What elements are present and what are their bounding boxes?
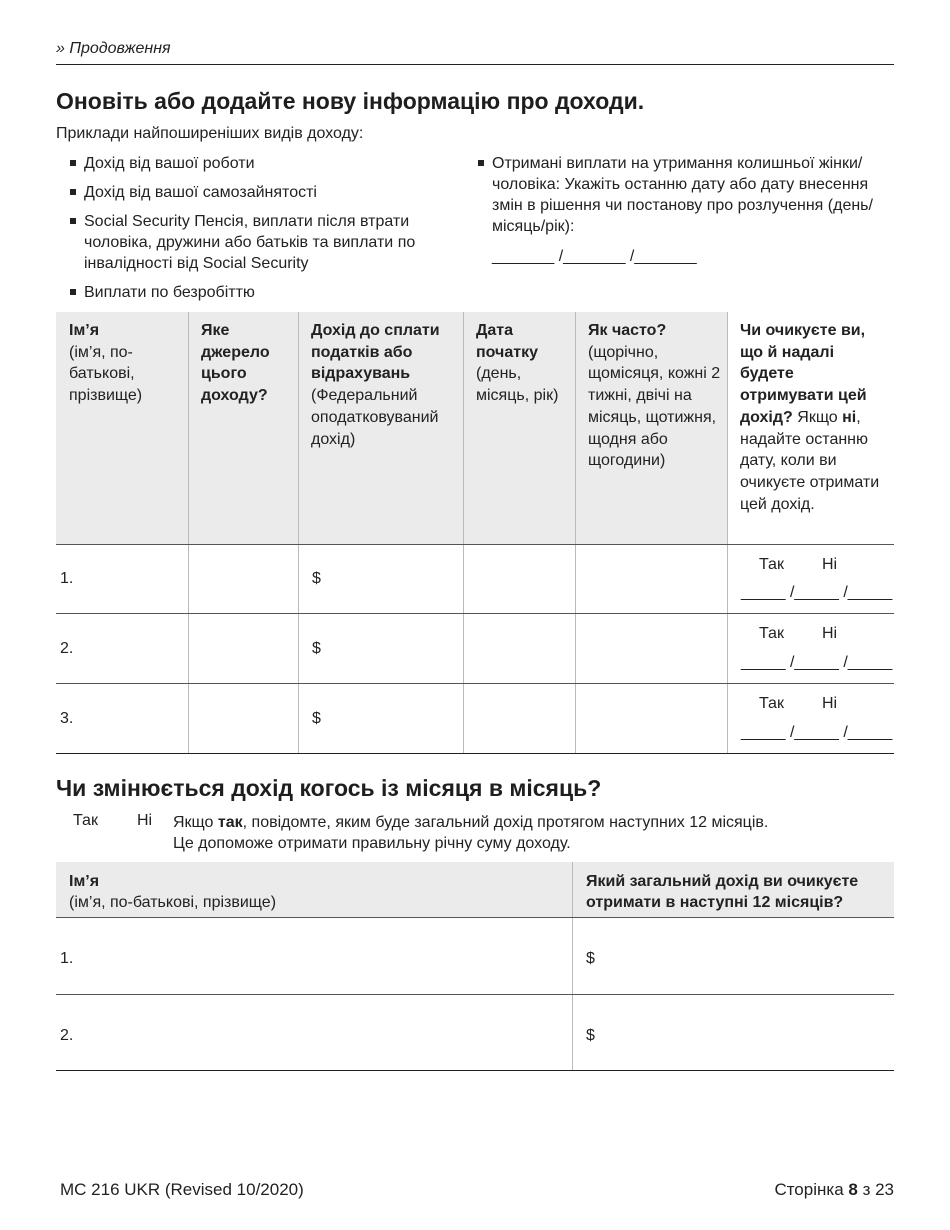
bullet-square-icon [70, 289, 76, 295]
column-divider [298, 312, 299, 753]
row-divider [56, 994, 894, 995]
no-option[interactable]: Ні [822, 556, 838, 573]
column-divider [188, 312, 189, 753]
last-date-field[interactable]: _____ /_____ /_____ [741, 724, 893, 741]
row-number: 2. [60, 640, 74, 657]
table-bottom-rule [56, 1070, 894, 1071]
form-id: MC 216 UKR (Revised 10/2020) [60, 1180, 304, 1199]
list-item: Дохід від вашої самозайнятості [70, 182, 470, 203]
income-examples-intro: Приклади найпоширеніших видів доходу: [56, 125, 364, 142]
annual-header-expected-income: Який загальний дохід ви очикуєте отримати в наступні 12 місяців? [586, 873, 859, 911]
continued-label: » Продовження [56, 40, 171, 57]
header-start-date: Дата початку (день, місяць, рік) [476, 322, 559, 405]
row-number: 1. [60, 950, 74, 967]
row-divider [56, 917, 894, 918]
currency-symbol: $ [312, 640, 321, 657]
list-item: Social Security Пенсія, виплати після втрати чоловіка, дружини або батьків та виплати по інвалідності від Social Security [70, 211, 470, 274]
header-name: Ім’я (ім’я, по-батькові, прізвище) [69, 322, 143, 405]
column-divider [463, 312, 464, 753]
column-divider [727, 312, 728, 753]
bullet-square-icon [70, 160, 76, 166]
changes-note: Якщо так, повідомте, яким буде загальний дохід протягом наступних 12 місяців. Це допоможе отримати правильну річну суму доходу. [173, 814, 769, 852]
last-date-field[interactable]: _____ /_____ /_____ [741, 654, 893, 671]
currency-symbol: $ [586, 950, 595, 967]
row-divider [56, 683, 894, 684]
row-divider [56, 544, 894, 545]
header-frequency: Як часто? (щорічно, щомісяця, кожні 2 тижні, двічі на місяць, щотижня, щодня або щогодини) [588, 322, 721, 470]
row-number: 2. [60, 1027, 74, 1044]
income-examples-list-left [70, 153, 470, 311]
currency-symbol: $ [312, 710, 321, 727]
bullet-square-icon [478, 160, 484, 166]
list-item: Дохід від вашої роботи [70, 153, 470, 174]
yes-option[interactable]: Так [759, 556, 784, 573]
changes-yes-option[interactable]: Так [73, 812, 98, 829]
section-title-income-changes: Чи змінюється дохід когось із місяця в місяць? [56, 775, 602, 801]
no-option[interactable]: Ні [822, 695, 838, 712]
column-divider [572, 862, 573, 1070]
list-item: Отримані виплати на утримання колишньої жінки/чоловіка: Укажіть останню дату або дату внесення змін в рішення чи постанову про розлучення (день/місяць/рік): [478, 153, 878, 237]
table-bottom-rule [56, 753, 894, 754]
no-option[interactable]: Ні [822, 625, 838, 642]
page-number: Сторінка 8 з 23 [774, 1180, 894, 1199]
header-continue-income: Чи очикуєте ви, що й надалі будете отримувати цей дохід? Якщо ні, надайте останню дату, коли ви очикуєте отримати цей дохід. [740, 322, 880, 513]
column-divider [575, 312, 576, 753]
alimony-date-field[interactable]: _______ /_______ /_______ [492, 248, 697, 265]
bullet-square-icon [70, 189, 76, 195]
currency-symbol: $ [586, 1027, 595, 1044]
bullet-square-icon [70, 218, 76, 224]
list-item: Виплати по безробіттю [70, 282, 470, 303]
row-divider [56, 613, 894, 614]
last-date-field[interactable]: _____ /_____ /_____ [741, 584, 893, 601]
header-pretax-income: Дохід до сплати податків або відрахувань (Федеральний оподатковуваний дохід) [311, 322, 440, 448]
row-number: 1. [60, 570, 74, 587]
header-divider [56, 64, 894, 65]
currency-symbol: $ [312, 570, 321, 587]
annual-header-name: Ім’я (ім’я, по-батькові, прізвище) [69, 873, 277, 911]
yes-option[interactable]: Так [759, 695, 784, 712]
section-title-update-income: Оновіть або додайте нову інформацію про доходи. [56, 88, 645, 114]
income-examples-list-right [478, 153, 878, 245]
yes-option[interactable]: Так [759, 625, 784, 642]
row-number: 3. [60, 710, 74, 727]
header-source: Яке джерело цього доходу? [201, 322, 270, 405]
changes-no-option[interactable]: Ні [137, 812, 153, 829]
